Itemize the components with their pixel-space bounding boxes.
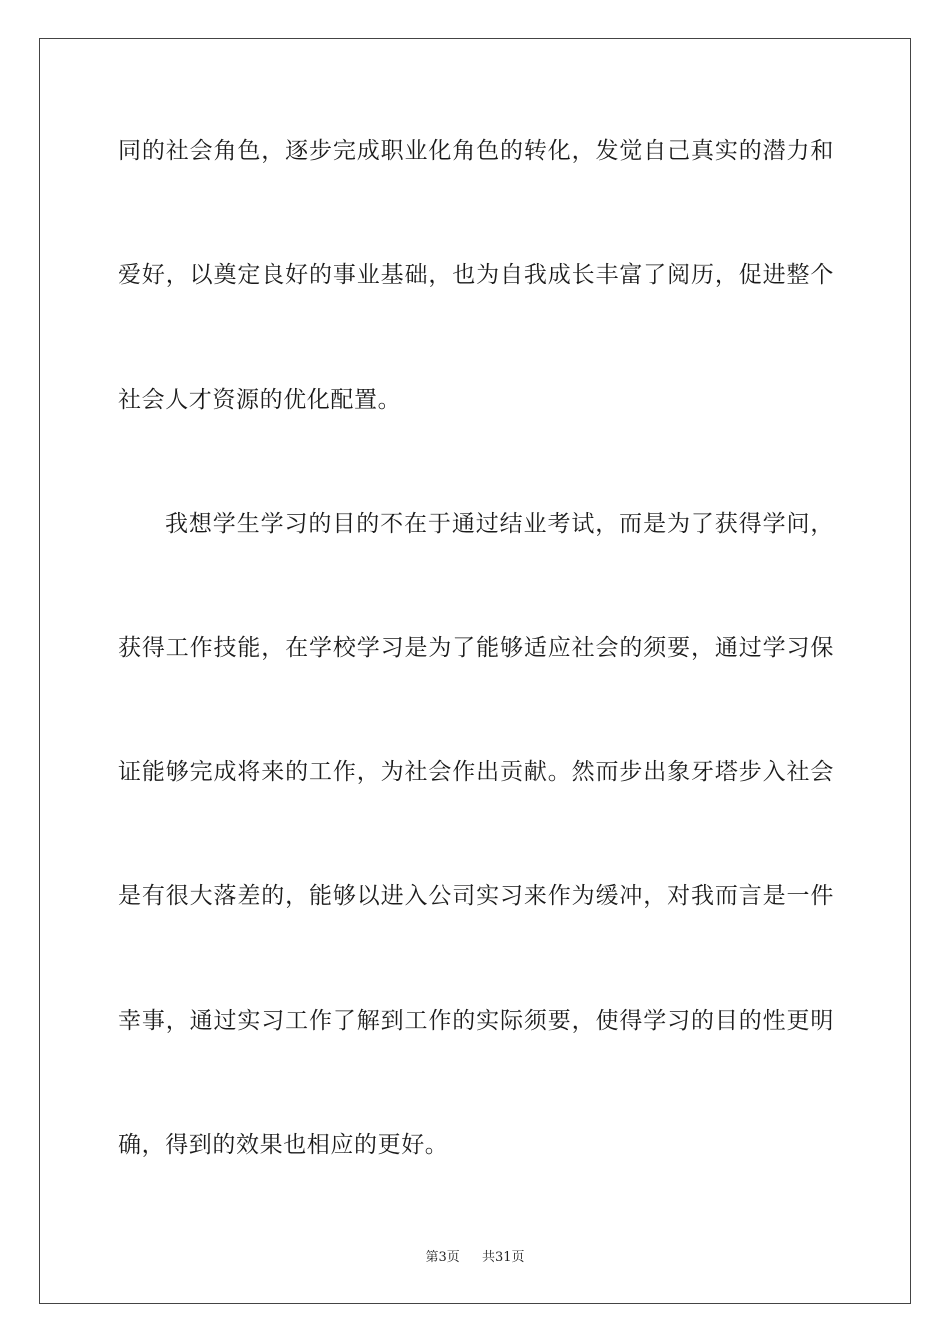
page-footer <box>0 1246 950 1265</box>
paragraph-line: 爱好，以奠定良好的事业基础，也为自我成长丰富了阅历，促进整个 <box>118 262 834 288</box>
page-border <box>39 38 911 1304</box>
paragraph-line: 证能够完成将来的工作，为社会作出贡献。然而步出象牙塔步入社会 <box>118 759 834 785</box>
paragraph-line: 社会人才资源的优化配置。 <box>118 387 402 413</box>
paragraph-line: 幸事，通过实习工作了解到工作的实际须要，使得学习的目的性更明 <box>118 1008 834 1034</box>
paragraph-line: 我想学生学习的目的不在于通过结业考试，而是为了获得学问， <box>165 511 834 537</box>
page-total: 共31页 <box>482 1250 525 1265</box>
paragraph-line: 是有很大落差的，能够以进入公司实习来作为缓冲，对我而言是一件 <box>118 883 834 909</box>
paragraph-line: 同的社会角色，逐步完成职业化角色的转化，发觉自己真实的潜力和 <box>118 138 834 164</box>
page-number: 第3页 <box>425 1250 460 1265</box>
paragraph-line: 确，得到的效果也相应的更好。 <box>118 1132 449 1158</box>
paragraph-line: 获得工作技能，在学校学习是为了能够适应社会的须要，通过学习保 <box>118 635 834 661</box>
